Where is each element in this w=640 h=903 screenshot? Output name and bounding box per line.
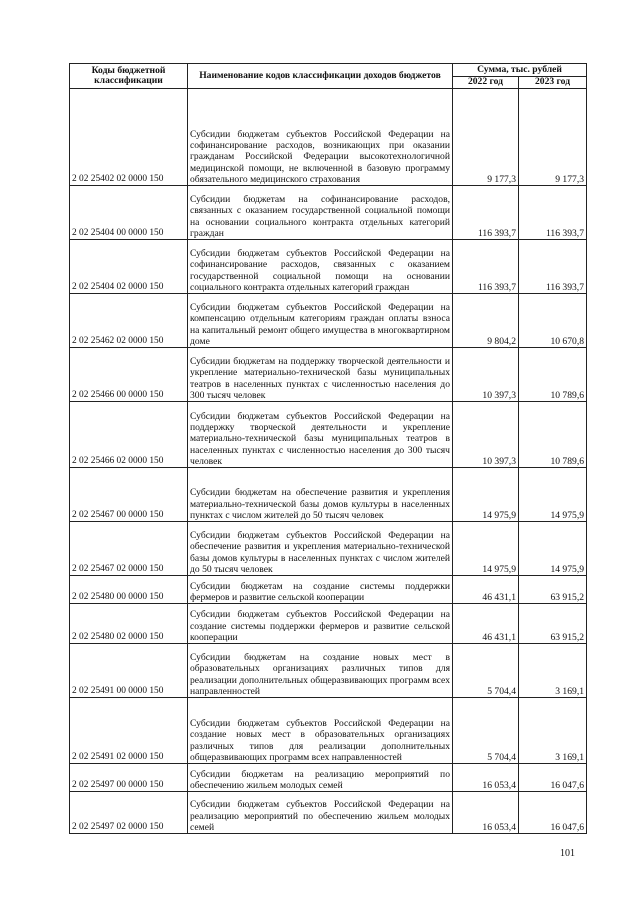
row-value-2023: 10 789,6: [519, 402, 587, 468]
row-value-2023: 16 047,6: [519, 792, 587, 834]
row-name: Субсидии бюджетам субъектов Российской Федерации на создание новых мест в образовательных организациях различных типов для реализации дополнительных общеразвивающих программ всех направленностей: [188, 698, 453, 764]
row-name: Субсидии бюджетам на создание новых мест в образовательных организациях различных типов для реализации дополнительных общеразвивающих программ всех направленностей: [188, 644, 453, 698]
row-value-2023: 9 177,3: [519, 89, 587, 186]
row-code: 2 02 25404 00 0000 150: [70, 186, 188, 240]
row-value-2023: 10 789,6: [519, 348, 587, 402]
row-code: 2 02 25404 02 0000 150: [70, 240, 188, 294]
table-row: [70, 186, 587, 240]
row-name: Субсидии бюджетам субъектов Российской Федерации на обеспечение развития и укрепления материально-технической базы домов культуры в населенных пунктах с числом жителей до 50 тысяч человек: [188, 522, 453, 576]
row-name: Субсидии бюджетам субъектов Российской Федерации на софинансирование расходов, возникающих при оказании гражданам Российской Федерации высокотехнологичной медицинской помощи, не включенной в базовую программу обязательного медицинского страхования: [188, 89, 453, 186]
page-number: 101: [560, 848, 575, 859]
header-sum: Сумма, тыс. рублей: [453, 64, 587, 77]
table-row: [70, 764, 587, 792]
budget-revenue-table: [69, 63, 587, 834]
row-code: 2 02 25462 02 0000 150: [70, 294, 188, 348]
row-value-2023: 10 670,8: [519, 294, 587, 348]
row-name: Субсидии бюджетам субъектов Российской Федерации на поддержку творческой деятельности и укрепление материально-технической базы муниципальных театров в населенных пунктах с численностью населения до 300 тысяч человек: [188, 402, 453, 468]
row-code: 2 02 25480 02 0000 150: [70, 604, 188, 644]
row-value-2023: 63 915,2: [519, 576, 587, 604]
row-code: 2 02 25467 00 0000 150: [70, 468, 188, 522]
row-value-2022: 46 431,1: [453, 604, 519, 644]
row-code: 2 02 25497 02 0000 150: [70, 792, 188, 834]
table-row: [70, 89, 587, 186]
header-codes: Коды бюджетной классификации: [70, 64, 188, 89]
table-row: [70, 698, 587, 764]
row-name: Субсидии бюджетам на поддержку творческой деятельности и укрепление материально-технической базы муниципальных театров в населенных пунктах с численностью населения до 300 тысяч человек: [188, 348, 453, 402]
row-value-2022: 116 393,7: [453, 240, 519, 294]
row-value-2023: 3 169,1: [519, 698, 587, 764]
row-name: Субсидии бюджетам субъектов Российской Федерации на реализацию мероприятий по обеспечению жильем молодых семей: [188, 792, 453, 834]
row-value-2023: 16 047,6: [519, 764, 587, 792]
row-code: 2 02 25402 02 0000 150: [70, 89, 188, 186]
row-value-2022: 5 704,4: [453, 644, 519, 698]
row-value-2022: 9 177,3: [453, 89, 519, 186]
table-row: [70, 468, 587, 522]
row-name: Субсидии бюджетам субъектов Российской Федерации на софинансирование расходов, связанных с оказанием государственной социальной помощи на основании социального контракта отдельных категорий граждан: [188, 240, 453, 294]
row-name: Субсидии бюджетам субъектов Российской Федерации на компенсацию отдельным категориям граждан оплаты взноса на капитальный ремонт общего имущества в многоквартирном доме: [188, 294, 453, 348]
row-value-2023: 63 915,2: [519, 604, 587, 644]
row-name: Субсидии бюджетам на софинансирование расходов, связанных с оказанием государственной социальной помощи на основании социального контракта отдельных категорий граждан: [188, 186, 453, 240]
row-value-2022: 14 975,9: [453, 522, 519, 576]
table-row: [70, 240, 587, 294]
row-value-2022: 16 053,4: [453, 764, 519, 792]
header-names: Наименование кодов классификации доходов бюджетов: [188, 64, 453, 89]
row-code: 2 02 25491 02 0000 150: [70, 698, 188, 764]
row-value-2022: 46 431,1: [453, 576, 519, 604]
row-code: 2 02 25497 00 0000 150: [70, 764, 188, 792]
table-row: [70, 604, 587, 644]
row-value-2023: 116 393,7: [519, 186, 587, 240]
header-year-2022: 2022 год: [453, 77, 519, 89]
row-value-2022: 9 804,2: [453, 294, 519, 348]
table-row: [70, 522, 587, 576]
row-name: Субсидии бюджетам на создание системы поддержки фермеров и развитие сельской кооперации: [188, 576, 453, 604]
row-value-2022: 116 393,7: [453, 186, 519, 240]
row-code: 2 02 25491 00 0000 150: [70, 644, 188, 698]
row-value-2022: 10 397,3: [453, 348, 519, 402]
table-row: [70, 576, 587, 604]
row-value-2023: 116 393,7: [519, 240, 587, 294]
table-row: [70, 644, 587, 698]
row-value-2022: 5 704,4: [453, 698, 519, 764]
row-value-2023: 14 975,9: [519, 522, 587, 576]
table-row: [70, 294, 587, 348]
row-value-2022: 14 975,9: [453, 468, 519, 522]
row-code: 2 02 25467 02 0000 150: [70, 522, 188, 576]
table-row: [70, 348, 587, 402]
row-code: 2 02 25480 00 0000 150: [70, 576, 188, 604]
row-name: Субсидии бюджетам субъектов Российской Федерации на создание системы поддержки фермеров и развитие сельской кооперации: [188, 604, 453, 644]
row-name: Субсидии бюджетам на реализацию мероприятий по обеспечению жильем молодых семей: [188, 764, 453, 792]
row-name: Субсидии бюджетам на обеспечение развития и укрепления материально-технической базы домов культуры в населенных пунктах с числом жителей до 50 тысяч человек: [188, 468, 453, 522]
row-value-2023: 3 169,1: [519, 644, 587, 698]
table-row: [70, 792, 587, 834]
row-code: 2 02 25466 02 0000 150: [70, 402, 188, 468]
row-value-2022: 10 397,3: [453, 402, 519, 468]
row-value-2023: 14 975,9: [519, 468, 587, 522]
row-code: 2 02 25466 00 0000 150: [70, 348, 188, 402]
row-value-2022: 16 053,4: [453, 792, 519, 834]
table-row: [70, 402, 587, 468]
header-year-2023: 2023 год: [519, 77, 587, 89]
